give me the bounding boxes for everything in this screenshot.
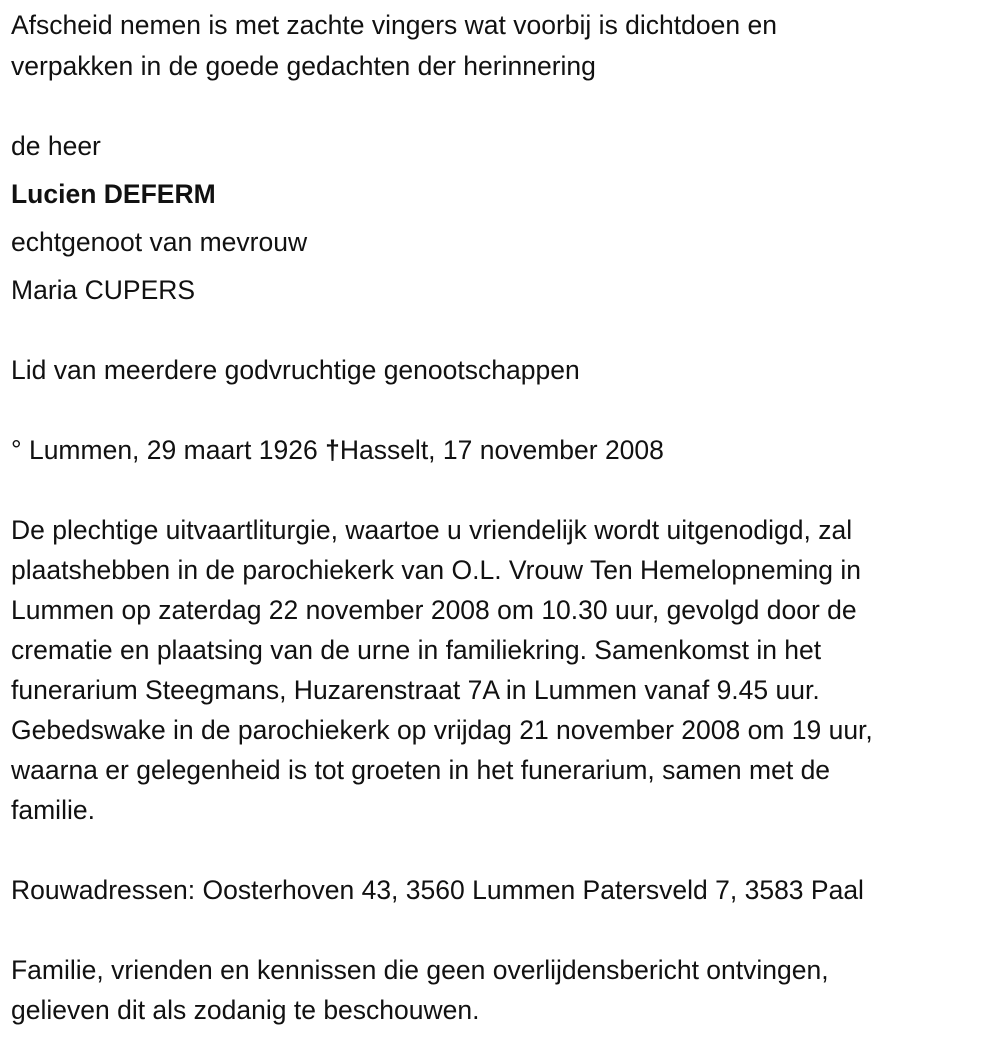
birth-info: ° Lummen, 29 maart 1926 <box>11 435 318 465</box>
ceremony-line: De plechtige uitvaartliturgie, waartoe u vriendelijk wordt uitgenodigd, zal <box>11 515 853 545</box>
ceremony-line: waarna er gelegenheid is tot groeten in het funerarium, samen met de <box>11 755 831 785</box>
ceremony-line: crematie en plaatsing van de urne in familiekring. Samenkomst in het <box>11 635 822 665</box>
death-info: Hasselt, 17 november 2008 <box>339 435 664 465</box>
intro-line: Afscheid nemen is met zachte vingers wat voorbij is dichtdoen en <box>11 10 777 40</box>
ceremony-line: Lummen op zaterdag 22 november 2008 om 10.30 uur, gevolgd door de <box>11 595 857 625</box>
ceremony-line: familie. <box>11 795 95 825</box>
deceased-name: Lucien DEFERM <box>11 179 216 209</box>
membership: Lid van meerdere godvruchtige genootschappen <box>11 355 580 385</box>
ceremony-line: plaatshebben in de parochiekerk van O.L. Vrouw Ten Hemelopneming in <box>11 555 861 585</box>
addresses: Rouwadressen: Oosterhoven 43, 3560 Lummen Patersveld 7, 3583 Paal <box>11 875 864 905</box>
closing-line: gelieven dit als zodanig te beschouwen. <box>11 995 480 1025</box>
ceremony-line: Gebedswake in de parochiekerk op vrijdag 21 november 2008 om 19 uur, <box>11 715 873 745</box>
dagger-icon: † <box>325 435 340 465</box>
ceremony-line: funerarium Steegmans, Huzarenstraat 7A in Lummen vanaf 9.45 uur. <box>11 675 820 705</box>
title-prefix: de heer <box>11 131 101 161</box>
intro-line: verpakken in de goede gedachten der herinnering <box>11 51 596 81</box>
closing-line: Familie, vrienden en kennissen die geen overlijdensbericht ontvingen, <box>11 955 829 985</box>
dates-line <box>11 434 664 466</box>
spouse-label: echtgenoot van mevrouw <box>11 227 308 257</box>
spouse-name: Maria CUPERS <box>11 275 196 305</box>
